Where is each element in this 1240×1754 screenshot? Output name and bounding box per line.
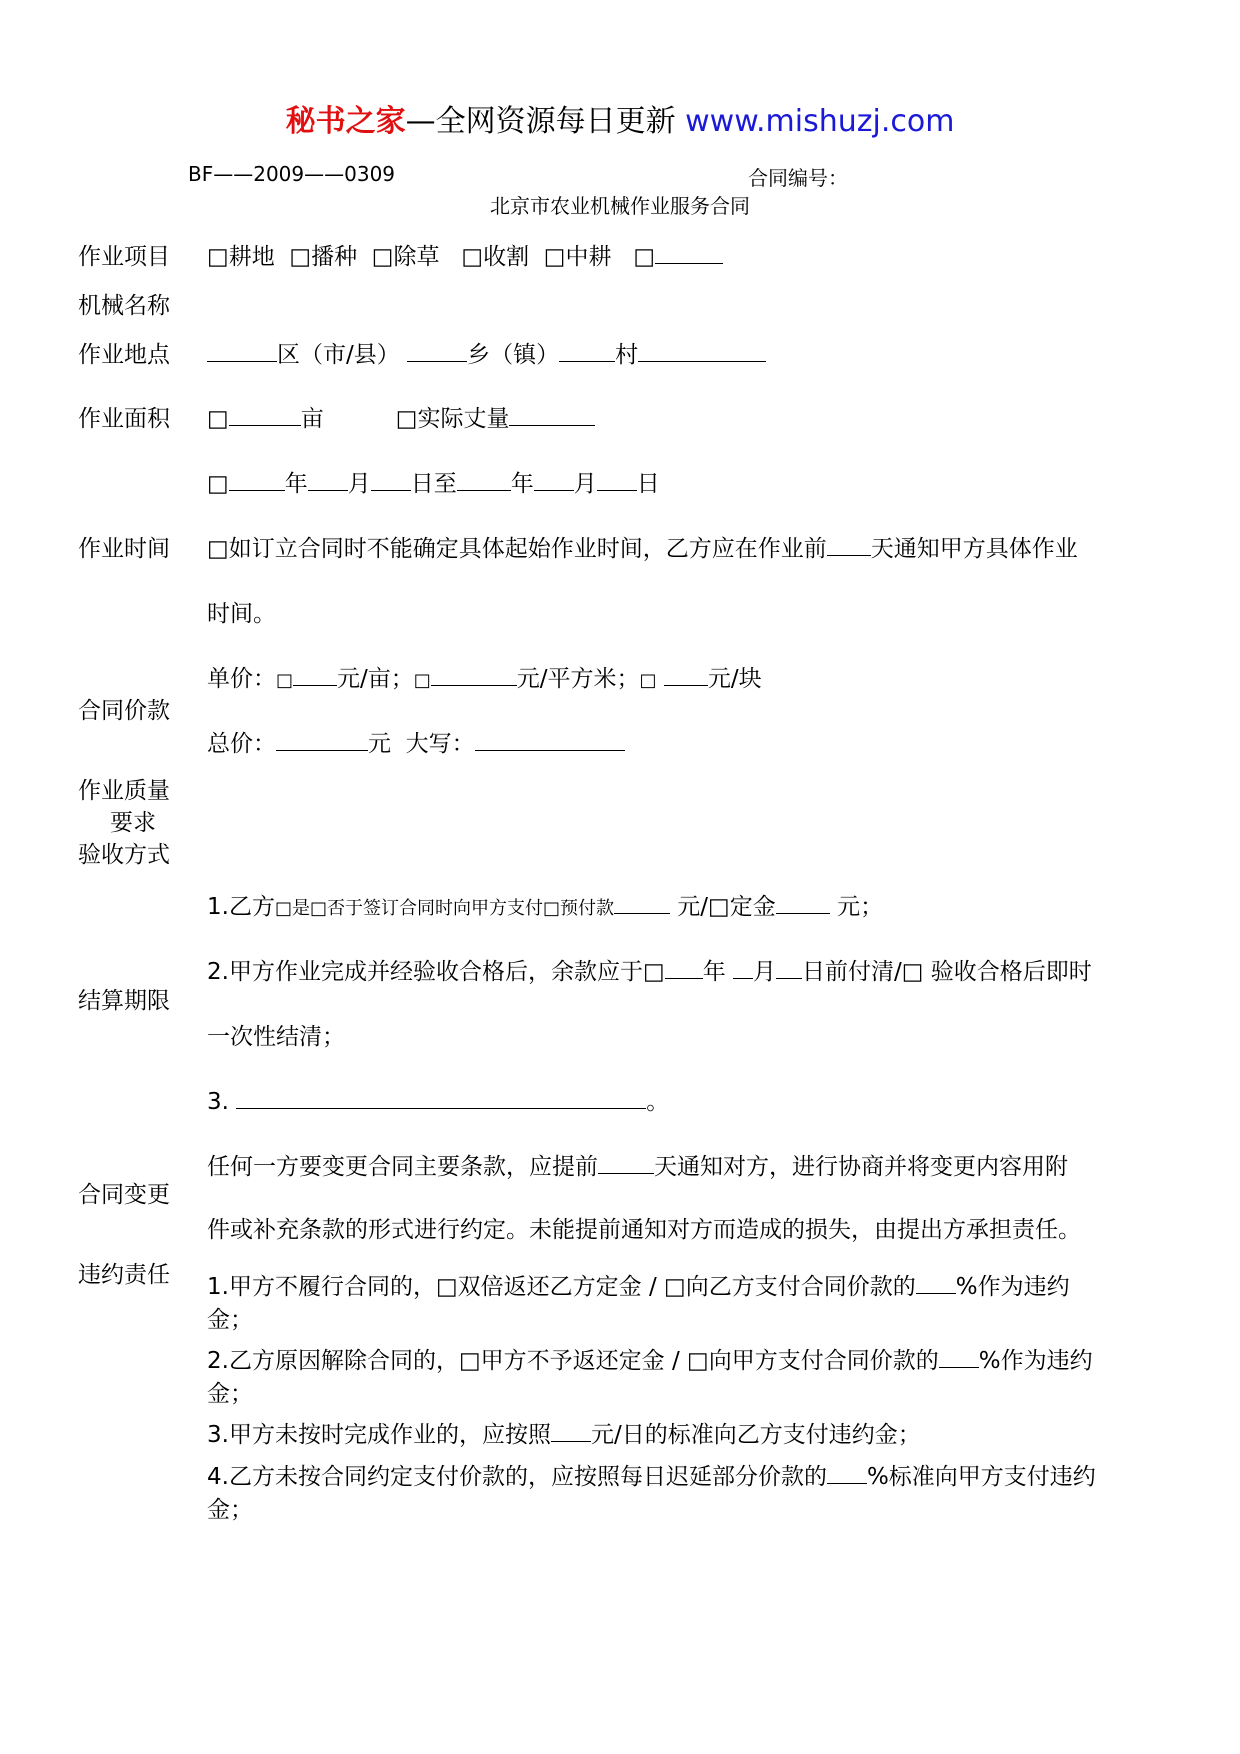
settlement-text[interactable]: 2.甲方作业完成并经验收合格后，余款应于□ xyxy=(207,959,665,985)
option-plowing[interactable]: □耕地 xyxy=(207,244,275,270)
blank-field[interactable] xyxy=(457,468,511,491)
date-range-line xyxy=(207,465,660,498)
label-area: 作业面积 xyxy=(78,406,170,432)
year-text: 年 xyxy=(510,471,534,497)
breach-text[interactable]: 1.甲方不履行合同的，□双倍返还乙方定金 / □向乙方支付合同价款的 xyxy=(207,1274,916,1300)
checkbox-per-mu[interactable]: □ xyxy=(276,670,294,691)
prepay-options[interactable]: □是□否于签订合同时向甲方支付□预付款 xyxy=(274,898,614,919)
form-code: BF——2009——0309 xyxy=(188,162,396,186)
blank-field[interactable] xyxy=(229,468,285,491)
label-price: 合同价款 xyxy=(78,698,170,724)
blank-field[interactable] xyxy=(776,956,802,979)
total-price-label: 总价： xyxy=(207,731,276,757)
per-block-text: 元/块 xyxy=(707,666,762,692)
label-change: 合同变更 xyxy=(78,1182,170,1208)
settlement-text[interactable]: 日前付清/□ 验收合格后即时 xyxy=(802,959,1092,985)
capital-amount-label: 大写： xyxy=(405,731,475,757)
location-line xyxy=(207,336,766,369)
blank-field[interactable] xyxy=(371,468,411,491)
blank-field[interactable] xyxy=(559,339,615,362)
total-price-line xyxy=(207,725,625,758)
blank-field[interactable] xyxy=(939,1345,979,1368)
yuan-text: 元 xyxy=(368,731,391,757)
unit-price-label: 单价： xyxy=(207,666,276,692)
blank-field[interactable] xyxy=(509,403,595,426)
work-item-options xyxy=(207,238,723,271)
settlement-text: 3. xyxy=(207,1089,229,1115)
option-tillage[interactable]: □中耕 xyxy=(543,244,612,270)
blank-field[interactable] xyxy=(655,241,723,264)
contract-number-label: 合同编号： xyxy=(748,166,848,190)
breach-text: 4.乙方未按合同约定支付价款的，应按照每日迟延部分价款的 xyxy=(207,1464,827,1490)
month-text: 月 xyxy=(347,471,371,497)
per-mu-text: 元/亩； xyxy=(337,666,414,692)
checkbox-per-block[interactable]: □ xyxy=(639,670,657,691)
label-settlement: 结算期限 xyxy=(78,988,170,1014)
blank-field[interactable] xyxy=(431,663,517,686)
blank-field[interactable] xyxy=(665,956,703,979)
settlement-line-2-end: 一次性结清； xyxy=(207,1024,345,1050)
change-text: 天通知对方，进行协商并将变更内容用附 xyxy=(654,1154,1068,1180)
month-text: 月 xyxy=(573,471,597,497)
option-sowing[interactable]: □播种 xyxy=(289,244,358,270)
option-harvest[interactable]: □收割 xyxy=(461,244,530,270)
settlement-text: 元； xyxy=(837,894,884,920)
checkbox-actual-measure[interactable]: □实际丈量 xyxy=(395,406,510,432)
blank-field[interactable] xyxy=(664,663,708,686)
label-machine: 机械名称 xyxy=(78,293,170,319)
area-line xyxy=(207,400,595,433)
blank-field[interactable] xyxy=(276,728,368,751)
blank-field[interactable] xyxy=(597,468,637,491)
district-text: 区（市/县） xyxy=(277,342,400,368)
label-location: 作业地点 xyxy=(78,342,170,368)
checkbox-per-sqm[interactable]: □ xyxy=(413,670,431,691)
blank-field[interactable] xyxy=(827,533,871,556)
change-line-1 xyxy=(207,1148,1068,1181)
change-text: 任何一方要变更合同主要条款，应提前 xyxy=(207,1154,598,1180)
breach-line-1 xyxy=(207,1268,1070,1301)
breach-line-4 xyxy=(207,1458,1096,1491)
blank-field[interactable] xyxy=(293,663,337,686)
breach-text: %作为违约 xyxy=(955,1274,1070,1300)
header-slogan: —全网资源每日更新 xyxy=(405,104,676,139)
blank-field[interactable] xyxy=(638,339,766,362)
breach-text: %标准向甲方支付违约 xyxy=(866,1464,1096,1490)
blank-field[interactable] xyxy=(229,403,301,426)
notice-line-end: 时间。 xyxy=(207,601,276,627)
label-time: 作业时间 xyxy=(78,536,170,562)
breach-text: 3.甲方未按时完成作业的，应按照 xyxy=(207,1422,551,1448)
settlement-text: 元/□定金 xyxy=(677,894,776,920)
label-work-item: 作业项目 xyxy=(78,244,170,270)
year-text: 年 xyxy=(284,471,308,497)
blank-field[interactable] xyxy=(827,1461,867,1484)
day-to-text: 日至 xyxy=(410,471,457,497)
notice-text: 天通知甲方具体作业 xyxy=(870,536,1078,562)
breach-text: %作为违约 xyxy=(978,1348,1093,1374)
blank-field[interactable] xyxy=(207,339,277,362)
unit-price-line xyxy=(207,660,762,693)
town-text: 乡（镇） xyxy=(467,342,560,368)
option-weeding[interactable]: □除草 xyxy=(371,244,440,270)
blank-field[interactable] xyxy=(776,891,830,914)
blank-field[interactable] xyxy=(236,1086,646,1109)
checkbox-mu[interactable]: □ xyxy=(207,406,229,432)
site-header xyxy=(0,100,1240,144)
settlement-line-2 xyxy=(207,953,1092,986)
label-acceptance: 验收方式 xyxy=(78,842,170,868)
blank-field[interactable] xyxy=(916,1271,956,1294)
breach-line-3 xyxy=(207,1416,921,1449)
blank-field[interactable] xyxy=(551,1419,591,1442)
blank-field[interactable] xyxy=(308,468,348,491)
brand-name: 秘书之家 xyxy=(285,104,406,139)
breach-text: 元/日的标准向乙方支付违约金； xyxy=(590,1422,921,1448)
month-text: 月 xyxy=(753,959,776,985)
settlement-line-3 xyxy=(207,1083,669,1116)
settlement-line-1 xyxy=(207,888,883,921)
village-text: 村 xyxy=(615,342,639,368)
label-quality-requirement: 要求 xyxy=(110,810,156,836)
breach-line-2 xyxy=(207,1342,1093,1375)
settlement-text: 1.乙方 xyxy=(207,894,275,920)
site-link[interactable]: www.mishuzj.com xyxy=(685,104,955,139)
blank-field[interactable] xyxy=(534,468,574,491)
breach-text[interactable]: 2.乙方原因解除合同的，□甲方不予返还定金 / □向甲方支付合同价款的 xyxy=(207,1348,939,1374)
breach-line-4-end: 金； xyxy=(207,1497,253,1523)
change-line-2: 件或补充条款的形式进行约定。未能提前通知对方而造成的损失，由提出方承担责任。 xyxy=(207,1217,1081,1243)
mu-text: 亩 xyxy=(300,406,324,432)
notice-line xyxy=(207,530,1078,563)
breach-line-1-end: 金； xyxy=(207,1307,253,1333)
notice-text[interactable]: □如订立合同时不能确定具体起始作业时间，乙方应在作业前 xyxy=(207,536,827,562)
blank-field[interactable] xyxy=(733,956,753,979)
blank-field[interactable] xyxy=(598,1151,654,1174)
blank-field[interactable] xyxy=(475,728,625,751)
breach-line-2-end: 金； xyxy=(207,1381,253,1407)
document-title: 北京市农业机械作业服务合同 xyxy=(490,194,750,218)
year-text: 年 xyxy=(702,959,726,985)
day-text: 日 xyxy=(636,471,660,497)
settlement-text: 。 xyxy=(646,1089,670,1115)
option-other[interactable]: □ xyxy=(633,244,656,270)
label-quality: 作业质量 xyxy=(78,778,170,804)
per-sqm-text: 元/平方米； xyxy=(516,666,640,692)
blank-field[interactable] xyxy=(407,339,467,362)
blank-field[interactable] xyxy=(614,891,670,914)
label-breach: 违约责任 xyxy=(78,1262,170,1288)
checkbox-date-range[interactable]: □ xyxy=(207,471,229,497)
